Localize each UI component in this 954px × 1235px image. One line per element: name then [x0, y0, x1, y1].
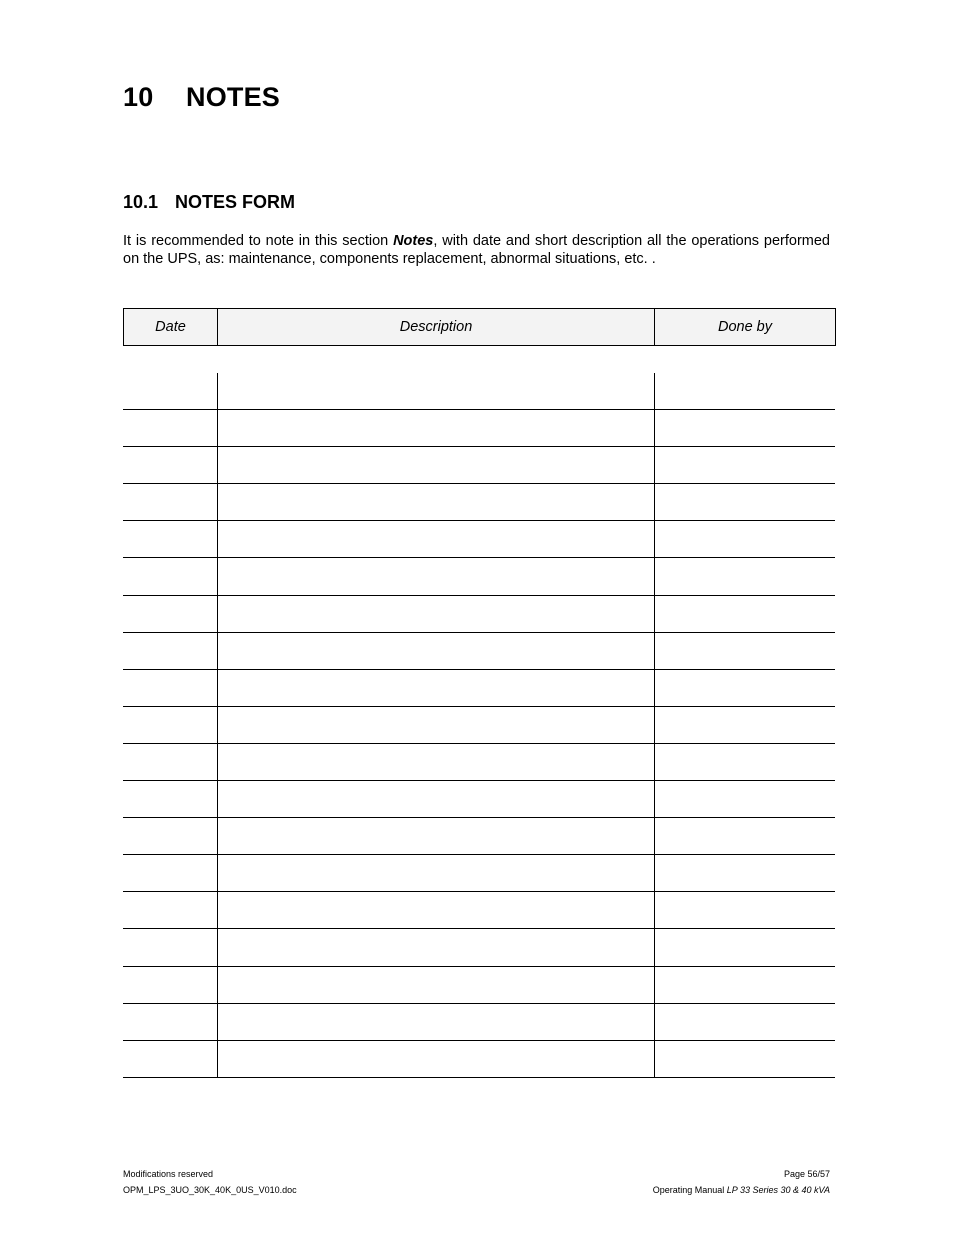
table-row	[123, 596, 835, 633]
description-cell-divider	[654, 633, 655, 670]
date-cell-divider	[217, 892, 218, 929]
footer-right	[653, 1166, 830, 1198]
intro-emphasis: Notes	[393, 233, 434, 249]
section-number: 10.1	[123, 192, 159, 212]
date-cell-divider	[217, 521, 218, 558]
description-cell-divider	[654, 818, 655, 855]
description-cell-divider	[654, 521, 655, 558]
table-row	[123, 521, 835, 558]
footer-manual-prefix: Operating Manual	[652, 1185, 727, 1195]
intro-before: It is recommended to note in this section	[123, 233, 394, 249]
header-description: Description	[218, 309, 655, 346]
description-cell-divider	[654, 967, 655, 1004]
table-row	[123, 1004, 835, 1041]
description-cell-divider	[654, 410, 655, 447]
chapter-heading	[123, 82, 280, 113]
header-date: Date	[124, 309, 218, 346]
description-cell-divider	[654, 373, 655, 410]
date-cell-divider	[217, 484, 218, 521]
table-row	[123, 558, 835, 595]
header-done-by: Done by	[655, 309, 836, 346]
description-cell-divider	[654, 892, 655, 929]
description-cell-divider	[654, 707, 655, 744]
description-cell-divider	[654, 447, 655, 484]
notes-table-header	[123, 308, 836, 346]
table-row	[123, 670, 835, 707]
section-heading	[123, 192, 295, 213]
footer-modifications: Modifications reserved	[123, 1169, 214, 1179]
table-row	[123, 373, 835, 410]
description-cell-divider	[654, 596, 655, 633]
description-cell-divider	[654, 781, 655, 818]
description-cell-divider	[654, 558, 655, 595]
section-title: NOTES FORM	[175, 192, 295, 212]
description-cell-divider	[654, 744, 655, 781]
table-row	[123, 744, 835, 781]
description-cell-divider	[654, 855, 655, 892]
description-cell-divider	[654, 1041, 655, 1078]
footer-page-number: Page 56/57	[783, 1169, 830, 1179]
table-row	[123, 633, 835, 670]
table-row	[123, 1041, 835, 1078]
date-cell-divider	[217, 1004, 218, 1041]
table-row	[123, 892, 835, 929]
table-row	[123, 967, 835, 1004]
date-cell-divider	[217, 967, 218, 1004]
table-row	[123, 447, 835, 484]
table-row	[123, 781, 835, 818]
notes-table-body	[123, 373, 835, 1078]
footer-left	[123, 1166, 297, 1198]
footer-manual	[653, 1182, 830, 1198]
date-cell-divider	[217, 855, 218, 892]
date-cell-divider	[217, 744, 218, 781]
footer-manual-product: LP 33 Series 30 & 40 kVA	[726, 1185, 830, 1195]
description-cell-divider	[654, 929, 655, 966]
description-cell-divider	[654, 484, 655, 521]
date-cell-divider	[217, 929, 218, 966]
date-cell-divider	[217, 447, 218, 484]
chapter-number: 10	[123, 82, 154, 112]
date-cell-divider	[217, 633, 218, 670]
date-cell-divider	[217, 373, 218, 410]
table-row	[123, 484, 835, 521]
intro-after: , with date and short description all the operations performed on the UPS, as: maintenance, components replacement, abnormal situations, etc. .	[123, 233, 830, 267]
description-cell-divider	[654, 670, 655, 707]
table-row	[123, 410, 835, 447]
date-cell-divider	[217, 818, 218, 855]
table-row	[123, 855, 835, 892]
chapter-title: NOTES	[186, 82, 281, 112]
table-row	[123, 818, 835, 855]
date-cell-divider	[217, 1041, 218, 1078]
date-cell-divider	[217, 707, 218, 744]
date-cell-divider	[217, 670, 218, 707]
date-cell-divider	[217, 410, 218, 447]
table-row	[123, 929, 835, 966]
date-cell-divider	[217, 596, 218, 633]
intro-paragraph	[123, 232, 830, 268]
footer-filename: OPM_LPS_3UO_30K_40K_0US_V010.doc	[123, 1185, 297, 1195]
date-cell-divider	[217, 781, 218, 818]
date-cell-divider	[217, 558, 218, 595]
description-cell-divider	[654, 1004, 655, 1041]
table-row	[123, 707, 835, 744]
